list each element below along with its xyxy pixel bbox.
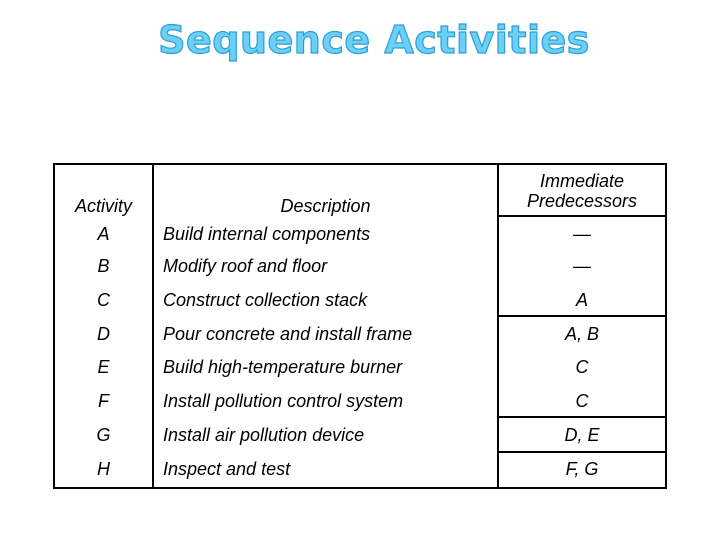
header-activity: Activity [74,196,132,216]
row-activity: D [97,323,110,344]
row-predecessors: C [575,357,589,377]
row-description: Construct collection stack [163,289,368,310]
row-activity: B [97,255,110,276]
row-activity: G [96,424,111,445]
table-row [55,350,665,384]
row-activity: F [98,390,109,411]
row-description: Modify roof and floor [163,255,328,276]
row-description: Install pollution control system [163,390,404,411]
header-predecessors [499,165,665,217]
header-description: Description [280,196,371,216]
table-row [55,283,665,317]
row-description: Inspect and test [163,458,291,479]
header-predecessors-line2: Predecessors [526,191,638,211]
page-title: Sequence Activities [158,18,590,62]
table-header-row [55,165,665,217]
row-activity: E [97,356,110,377]
table-row [55,384,665,418]
table-row [55,217,665,251]
row-description: Build high-temperature burner [163,356,403,377]
row-activity: C [97,289,110,310]
row-activity: H [97,458,110,479]
row-description: Install air pollution device [163,424,365,445]
row-predecessors: D, E [564,425,600,445]
row-predecessors: A [575,290,588,310]
table-row [55,418,665,452]
table-row [55,317,665,351]
activities-table [53,163,667,489]
row-predecessors: C [575,391,589,411]
row-description: Build internal components [163,223,371,244]
row-predecessors: A, B [564,324,599,344]
row-description: Pour concrete and install frame [163,323,413,344]
table-row [55,452,665,486]
table-row [55,249,665,283]
header-predecessors-line1: Immediate [539,171,625,191]
row-predecessors: F, G [565,459,599,479]
row-activity: A [97,223,110,244]
row-predecessors: — [573,256,591,276]
row-predecessors: — [573,224,591,244]
